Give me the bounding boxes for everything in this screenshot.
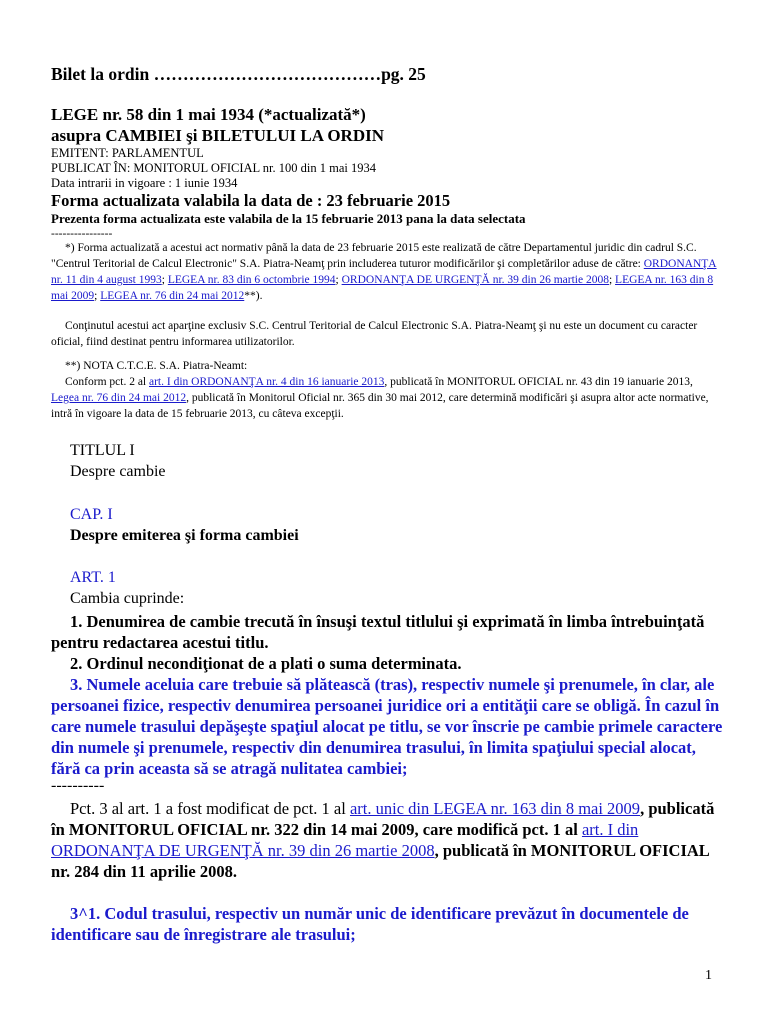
link-art-unic-legea-163-2009[interactable]: art. unic din LEGEA nr. 163 din 8 mai 2009: [349, 799, 641, 818]
titlul-subheading: Despre cambie: [70, 463, 166, 480]
separator-dashes-2: ----------: [51, 777, 105, 794]
running-title: Bilet la ordin …………………………………pg. 25: [51, 64, 426, 84]
prezenta-forma: Prezenta forma actualizata este valabila de la 15 februarie 2013 pana la data selectata: [51, 211, 526, 226]
page-number: 1: [705, 968, 712, 983]
nota-ctce-text: Conform pct. 2 al art. I din ORDONANŢA nr. 4 din 16 ianuarie 2013, publicată în MONITORUL OFICIAL nr. 43 din 19 ianuarie 2013, Legea nr. 76 din 24 mai 2012, publicată în Monitorul Oficial nr. 365 din 30 mai 2012, care determină modificări şi asupra altor acte normative, intră în vigoare la data de 15 februarie 2013, cu câteva excepţii.: [51, 376, 709, 420]
nota-ctce-head: **) NOTA C.T.C.E. S.A. Piatra-Neamt:: [65, 360, 248, 372]
note-forma-actualizata: *) Forma actualizată a acestui act normativ până la data de 23 februarie 2015 este realizată de către Departamentul juridic din cadrul S.C. "Centrul Teritorial de Calcul Electronic" S.A. Piatra-Neamţ prin includerea tuturor modificărilor şi completărilor aduse de către: ORDONANŢA nr. 11 din 4 august 1993; LEGEA nr. 83 din 6 octombrie 1994; ORDONANŢA DE URGENŢĂ nr. 39 din 26 martie 2008; LEGEA nr. 163 din 8 mai 2009; LEGEA nr. 76 din 24 mai 2012**).: [51, 242, 717, 302]
link-legea-76-2012-note[interactable]: Legea nr. 76 din 24 mai 2012: [51, 392, 187, 404]
emitent-line: EMITENT: PARLAMENTUL: [51, 146, 204, 160]
art-intro: Cambia cuprinde:: [70, 590, 185, 607]
publicat-line: PUBLICAT ÎN: MONITORUL OFICIAL nr. 100 din 1 mai 1934: [51, 161, 376, 175]
separator-dashes: ----------------: [51, 228, 113, 240]
law-subtitle: asupra CAMBIEI şi BILETULUI LA ORDIN: [51, 126, 384, 145]
point-2: 2. Ordinul necondiţionat de a plati o suma determinata.: [70, 654, 462, 673]
law-title: LEGE nr. 58 din 1 mai 1934 (*actualizată*): [51, 105, 366, 124]
modification-note: Pct. 3 al art. 1 a fost modificat de pct. 1 al art. unic din LEGEA nr. 163 din 8 mai 2009, publicată în MONITORUL OFICIAL nr. 322 din 14 mai 2009, care modifică pct. 1 al art. I din ORDONANŢA DE URGENŢĂ nr. 39 din 26 martie 2008, publicată în MONITORUL OFICIAL nr. 284 din 11 aprilie 2008.: [51, 799, 715, 881]
point-3: 3. Numele aceluia care trebuie să plătească (tras), respectiv numele şi prenumele, în clar, ale persoanei fizice, respectiv denumirea persoanei juridice ori a entităţii care se obligă. În cazul în care numele trasului depăşeşte spaţiul alocat pe titlu, se vor înscrie pe cambie primele caractere din numele şi prenumele, respectiv din denumirea trasului, în limita spaţiului special alocat, fără ca prin aceasta să se atragă nulitatea cambiei;: [51, 675, 723, 778]
link-art-i-ordonanta-4-2013[interactable]: art. I din ORDONANŢA nr. 4 din 16 ianuarie 2013: [149, 376, 385, 388]
point-3-1: 3^1. Codul trasului, respectiv un număr unic de identificare prevăzut în documentele de identificare sau de înregistrare ale trasului;: [51, 904, 689, 944]
link-legea-163-2009[interactable]: LEGEA nr. 163 din 8 mai 2009: [51, 274, 714, 302]
link-ordonanta-11-1993[interactable]: ORDONANŢA nr. 11 din 4 august 1993: [51, 258, 717, 286]
link-legea-76-2012[interactable]: LEGEA nr. 76 din 24 mai 2012: [100, 290, 245, 302]
note-continut: Conţinutul acestui act aparţine exclusiv S.C. Centrul Teritorial de Calcul Electronic S.A. Piatra-Neamţ şi nu este un document cu caracter oficial, fiind destinat pentru informarea utilizatorilor.: [51, 320, 698, 348]
point-1: 1. Denumirea de cambie trecută în însuşi textul titlului şi exprimată în limba întrebuinţată pentru redactarea acestui titlu.: [51, 612, 705, 652]
art-heading: ART. 1: [70, 569, 116, 586]
link-legea-83-1994[interactable]: LEGEA nr. 83 din 6 octombrie 1994: [167, 274, 336, 286]
link-oug-39-2008[interactable]: ORDONANŢA DE URGENŢĂ nr. 39 din 26 martie 2008: [341, 274, 609, 286]
link-art-i-oug-39-2008[interactable]: art. I din ORDONANŢA DE URGENŢĂ nr. 39 din 26 martie 2008: [51, 820, 639, 860]
cap-heading: CAP. I: [70, 506, 113, 523]
titlul-heading: TITLUL I: [70, 442, 135, 459]
cap-subheading: Despre emiterea şi forma cambiei: [70, 527, 299, 544]
forma-actualizata: Forma actualizata valabila la data de : 23 februarie 2015: [51, 191, 451, 210]
vigoare-line: Data intrarii in vigoare : 1 iunie 1934: [51, 176, 238, 190]
